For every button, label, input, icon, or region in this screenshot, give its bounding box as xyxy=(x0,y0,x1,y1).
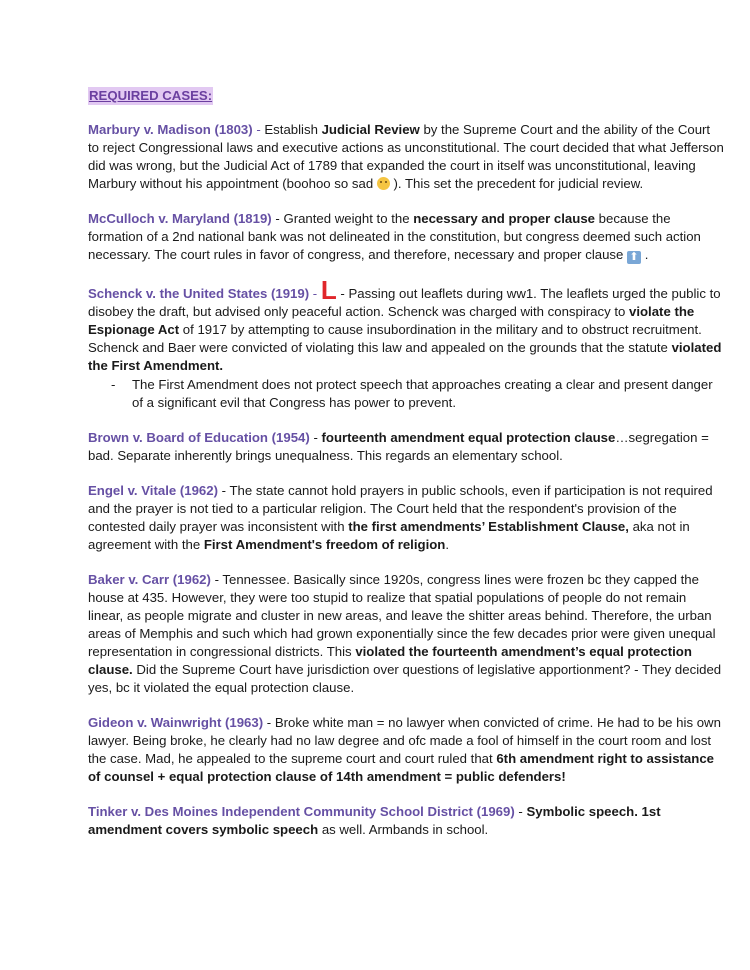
case-text: as well. Armbands in school. xyxy=(318,822,489,837)
case-bold-text: Judicial Review xyxy=(321,122,420,137)
case-brown xyxy=(88,429,724,465)
bullet-text: The First Amendment does not protect speech that approaches creating a clear and present danger of a significant evil that Congress has power to prevent. xyxy=(132,377,713,410)
separator: - xyxy=(266,715,275,730)
section-heading: REQUIRED CASES: xyxy=(89,88,213,103)
heading-wrap xyxy=(88,87,724,105)
case-text: The state cannot hold prayers in public schools, even if participation is not required and the prayer is not tied to a particular religion. The Court held that the respondent's provision of the contested daily prayer was inconsistent with xyxy=(88,483,713,534)
case-text: Establish xyxy=(264,122,322,137)
case-text: Did the Supreme Court have jurisdiction over questions of legislative apportionment? - They decided yes, bc it violated the equal protection clause. xyxy=(88,662,722,695)
separator: - xyxy=(221,483,230,498)
separator: - xyxy=(256,122,265,137)
separator: - xyxy=(275,211,284,226)
case-title: Schenck v. the United States (1919) xyxy=(88,286,310,301)
case-title: Engel v. Vitale (1962) xyxy=(88,483,218,498)
case-bold-text: the first amendments’ Establishment Clause, xyxy=(348,519,629,534)
case-text: . xyxy=(445,537,450,552)
case-mcculloch xyxy=(88,210,724,264)
case-text: Broke white man = no lawyer when convicted of crime. He had to be his own lawyer. Being broke, he clearly had no law degree and ofc made a fool of himself in the court room and lost the case. Mad, he appealed to the supreme court and court ruled that xyxy=(88,715,721,766)
separator: - xyxy=(312,286,321,301)
case-text: because the formation of a 2nd national bank was not delineated in the constitution, but congress deemed such action necessary. The court rules in favor of congress, and therefore, necessary and proper clause xyxy=(88,211,701,262)
case-text: …segregation = bad. Separate inherently brings unequalness. This regards an elementary school. xyxy=(88,430,709,463)
case-bold-text: violate the Espionage Act xyxy=(88,304,695,337)
case-text: of 1917 by attempting to cause insubordination in the military and to obstruct recruitment. Schenck and Baer were convicted of violating this law and appealed on the grounds that the statute xyxy=(88,322,702,355)
case-baker xyxy=(88,571,724,697)
loss-mark: L xyxy=(320,275,337,305)
separator: - xyxy=(340,286,349,301)
case-text: Passing out leaflets during ww1. The leaflets urged the public to disobey the draft, but advised only peaceful action. Schenck was charged with conspiracy to xyxy=(88,286,721,319)
case-title: Marbury v. Madison (1803) xyxy=(88,122,253,137)
sad-face-icon xyxy=(377,177,390,190)
bullet-dash: - xyxy=(111,377,116,392)
case-tinker xyxy=(88,803,724,839)
separator: - xyxy=(214,572,223,587)
case-text: ). This set the precedent for judicial review. xyxy=(393,176,644,191)
case-text: Tennessee. Basically since 1920s, congress lines were frozen bc they capped the house at 435. However, they were too stupid to realize that spatial populations of people do not remain linear, as people migrate and cluster in new areas, and leave the shitter areas behind. Therefore, the urban areas of Memphis and such which had grown exponentially since the few decades prior were given unequal representation in congressional districts. This xyxy=(88,572,716,659)
case-text: aka not in agreement with the xyxy=(88,519,690,552)
case-text: . xyxy=(644,247,649,262)
case-bold-text: necessary and proper clause xyxy=(413,211,595,226)
separator: - xyxy=(518,804,527,819)
case-schenck xyxy=(88,275,724,412)
case-marbury xyxy=(88,121,724,193)
case-gideon xyxy=(88,714,724,786)
case-text: Granted weight to the xyxy=(283,211,414,226)
case-title: Gideon v. Wainwright (1963) xyxy=(88,715,264,730)
case-title: Baker v. Carr (1962) xyxy=(88,572,211,587)
case-bold-text: fourteenth amendment equal protection clause xyxy=(321,430,616,445)
case-bold-text: violated the fourteenth amendment’s equal protection clause. xyxy=(88,644,692,677)
case-bold-text: 6th amendment right to assistance of counsel + equal protection clause of 14th amendment = public defenders! xyxy=(88,751,714,784)
case-bold-text: Symbolic speech. 1st amendment covers symbolic speech xyxy=(88,804,661,837)
up-arrow-icon: ⬆ xyxy=(627,251,641,264)
case-bold-text: First Amendment's freedom of religion xyxy=(203,537,446,552)
case-title: McCulloch v. Maryland (1819) xyxy=(88,211,272,226)
case-text: by the Supreme Court and the ability of the Court to reject Congressional laws and executive actions as unconstitutional. The court decided that what Jefferson did was wrong, but the Judicial Act of 1789 that expanded the court in itself was unconstitutional, leaving Marbury without his appointment (boohoo so sad xyxy=(88,122,724,191)
case-title: Tinker v. Des Moines Independent Community School District (1969) xyxy=(88,804,515,819)
separator: - xyxy=(313,430,322,445)
case-title: Brown v. Board of Education (1954) xyxy=(88,430,310,445)
bullet-point xyxy=(88,376,724,412)
case-engel xyxy=(88,482,724,554)
case-bold-text: violated the First Amendment. xyxy=(88,340,722,373)
